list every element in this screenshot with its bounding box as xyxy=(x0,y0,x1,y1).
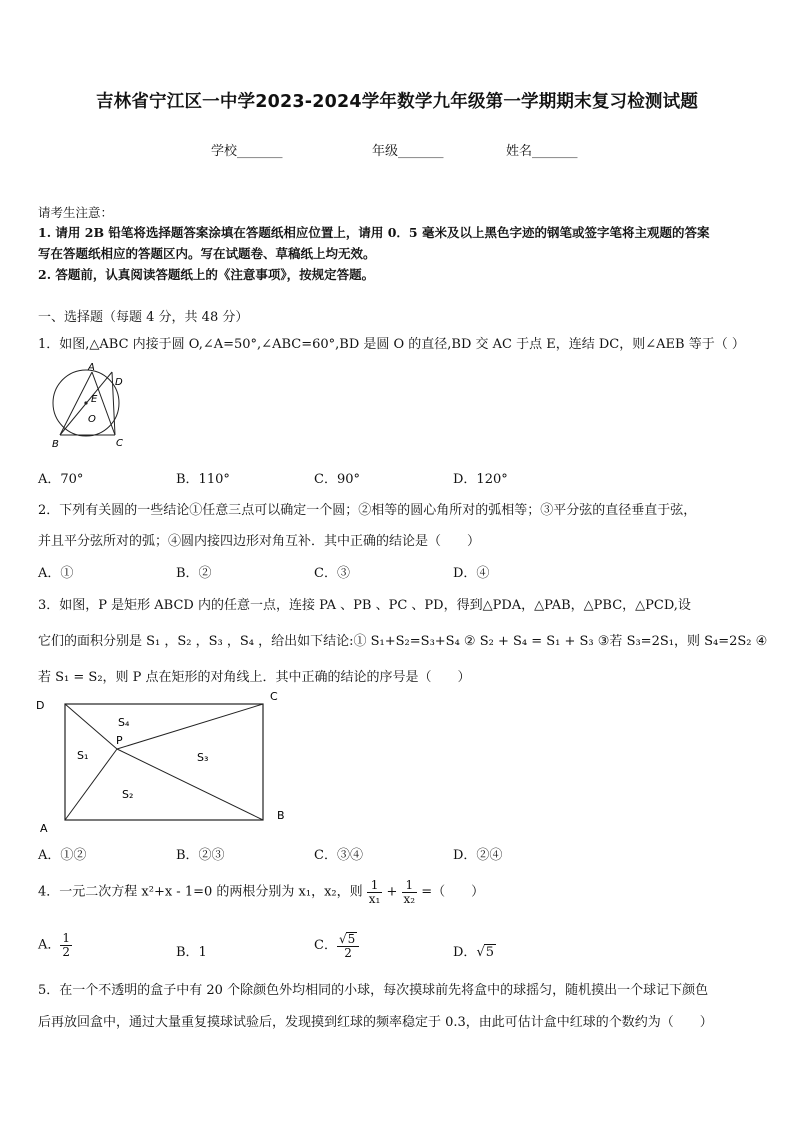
question-4-lead: 4．一元二次方程 x²+x - 1=0 的两根分别为 x₁，x₂，则 xyxy=(38,884,363,900)
label-c: C xyxy=(116,438,123,449)
fraction-1-over-x2: $\frac{1}{\text{x₂}}$ xyxy=(403,878,416,906)
q3-option-b[interactable]: B．②③ xyxy=(176,848,225,863)
notes-heading: 请考生注意： xyxy=(38,205,114,220)
section-heading: 一、选择题（每题 4 分，共 48 分） xyxy=(38,310,249,325)
note-line-1a: 1. 请用 2B 铅笔将选择题答案涂填在答题纸相应位置上，请用 0．5 毫米及以上黑色字迹的钢笔或签字笔将主观题的答案 xyxy=(38,225,710,240)
segment-pd xyxy=(65,704,117,749)
label-o: O xyxy=(88,414,96,425)
segment-pa xyxy=(65,749,117,820)
question-3-line-3: 若 S₁ = S₂，则 P 点在矩形的对角线上．其中正确的结论的序号是（ ） xyxy=(38,670,471,685)
q1-option-b[interactable]: B．110° xyxy=(176,472,230,487)
grade-field: 年级_______ xyxy=(372,144,444,159)
plus-sign: + xyxy=(386,884,398,900)
label-s2: S₂ xyxy=(122,788,134,801)
q4-option-c[interactable]: C． $\frac{√5}{2}$ xyxy=(314,932,359,959)
fraction-1-over-x1: $\frac{1}{\text{x₁}}$ xyxy=(368,878,381,906)
q1-option-a[interactable]: A．70° xyxy=(38,472,84,487)
question-2-line-2: 并且平分弦所对的弧；④圆内接四边形对角互补．其中正确的结论是（ ） xyxy=(38,534,481,549)
school-field: 学校_______ xyxy=(211,144,283,159)
question-2-line-1: 2．下列有关圆的一些结论①任意三点可以确定一个圆；②相等的圆心角所对的弧相等；③平分弦的直径垂直于弦， xyxy=(38,503,697,518)
q4-option-b[interactable]: B．1 xyxy=(176,945,207,960)
q4-option-a[interactable]: A． $\frac{1}{2}$ xyxy=(38,931,71,959)
question-3-line-2: 它们的面积分别是 S₁ ，S₂ ，S₃ ，S₄ ，给出如下结论:① S₁+S₂=S₃+S₄ ② S₂ + S₄ = S₁ + S₃ ③若 S₃=2S₁，则 S₄=2S₂ ④ xyxy=(38,634,768,649)
question-5-line-1: 5．在一个不透明的盒子中有 20 个除颜色外均相同的小球，每次摸球前先将盒中的球摇匀，随机摸出一个球记下颜色 xyxy=(38,983,709,998)
label-s3: S₃ xyxy=(197,751,209,764)
q3-option-a[interactable]: A．①② xyxy=(38,848,87,863)
label-a: A xyxy=(88,362,95,373)
label-s4: S₄ xyxy=(118,716,130,729)
label-b: B xyxy=(52,439,59,450)
q2-option-b[interactable]: B．② xyxy=(176,566,212,581)
label-e: E xyxy=(91,394,98,405)
question-4-tail: =（ ） xyxy=(421,884,485,900)
label-b: B xyxy=(277,809,285,822)
q4-option-d[interactable]: D．√5 xyxy=(453,945,495,960)
label-d: D xyxy=(36,699,45,712)
label-p: P xyxy=(116,734,123,747)
q2-option-c[interactable]: C．③ xyxy=(314,566,350,581)
question-4-text xyxy=(38,879,484,905)
label-s1: S₁ xyxy=(77,749,89,762)
q2-option-a[interactable]: A．① xyxy=(38,566,74,581)
question-3-line-1: 3．如图，P 是矩形 ABCD 内的任意一点，连接 PA 、PB 、PC 、PD，得到△PDA，△PAB，△PBC，△PCD,设 xyxy=(38,598,691,613)
exam-title: 吉林省宁江区一中学2023-2024学年数学九年级第一学期期末复习检测试题 xyxy=(95,92,699,112)
q2-option-d[interactable]: D．④ xyxy=(453,566,490,581)
segment-pb xyxy=(117,749,263,820)
question-5-line-2: 后再放回盒中，通过大量重复摸球试验后，发现摸到红球的频率稳定于 0.3，由此可估计盒中红球的个数约为（ ） xyxy=(38,1015,713,1030)
label-c: C xyxy=(270,690,278,703)
label-d: D xyxy=(115,377,123,388)
center-dot xyxy=(84,401,87,404)
q3-option-c[interactable]: C．③④ xyxy=(314,848,363,863)
question-3-figure xyxy=(30,686,300,836)
rectangle-abcd xyxy=(65,704,263,820)
question-1-figure xyxy=(44,360,134,452)
note-line-1b: 写在答题纸相应的答题区内。写在试题卷、草稿纸上均无效。 xyxy=(38,246,376,261)
q1-option-d[interactable]: D．120° xyxy=(453,472,508,487)
note-line-2: 2. 答题前，认真阅读答题纸上的《注意事项》，按规定答题。 xyxy=(38,267,375,282)
question-1-text: 1．如图,△ABC 内接于圆 O,∠A=50°,∠ABC=60°,BD 是圆 O 的直径,BD 交 AC 于点 E，连结 DC，则∠AEB 等于（ ） xyxy=(38,337,745,352)
segment-pc xyxy=(117,704,263,749)
label-a: A xyxy=(40,822,48,835)
q1-option-c[interactable]: C．90° xyxy=(314,472,360,487)
q3-option-d[interactable]: D．②④ xyxy=(453,848,503,863)
name-field: 姓名_______ xyxy=(506,144,578,159)
